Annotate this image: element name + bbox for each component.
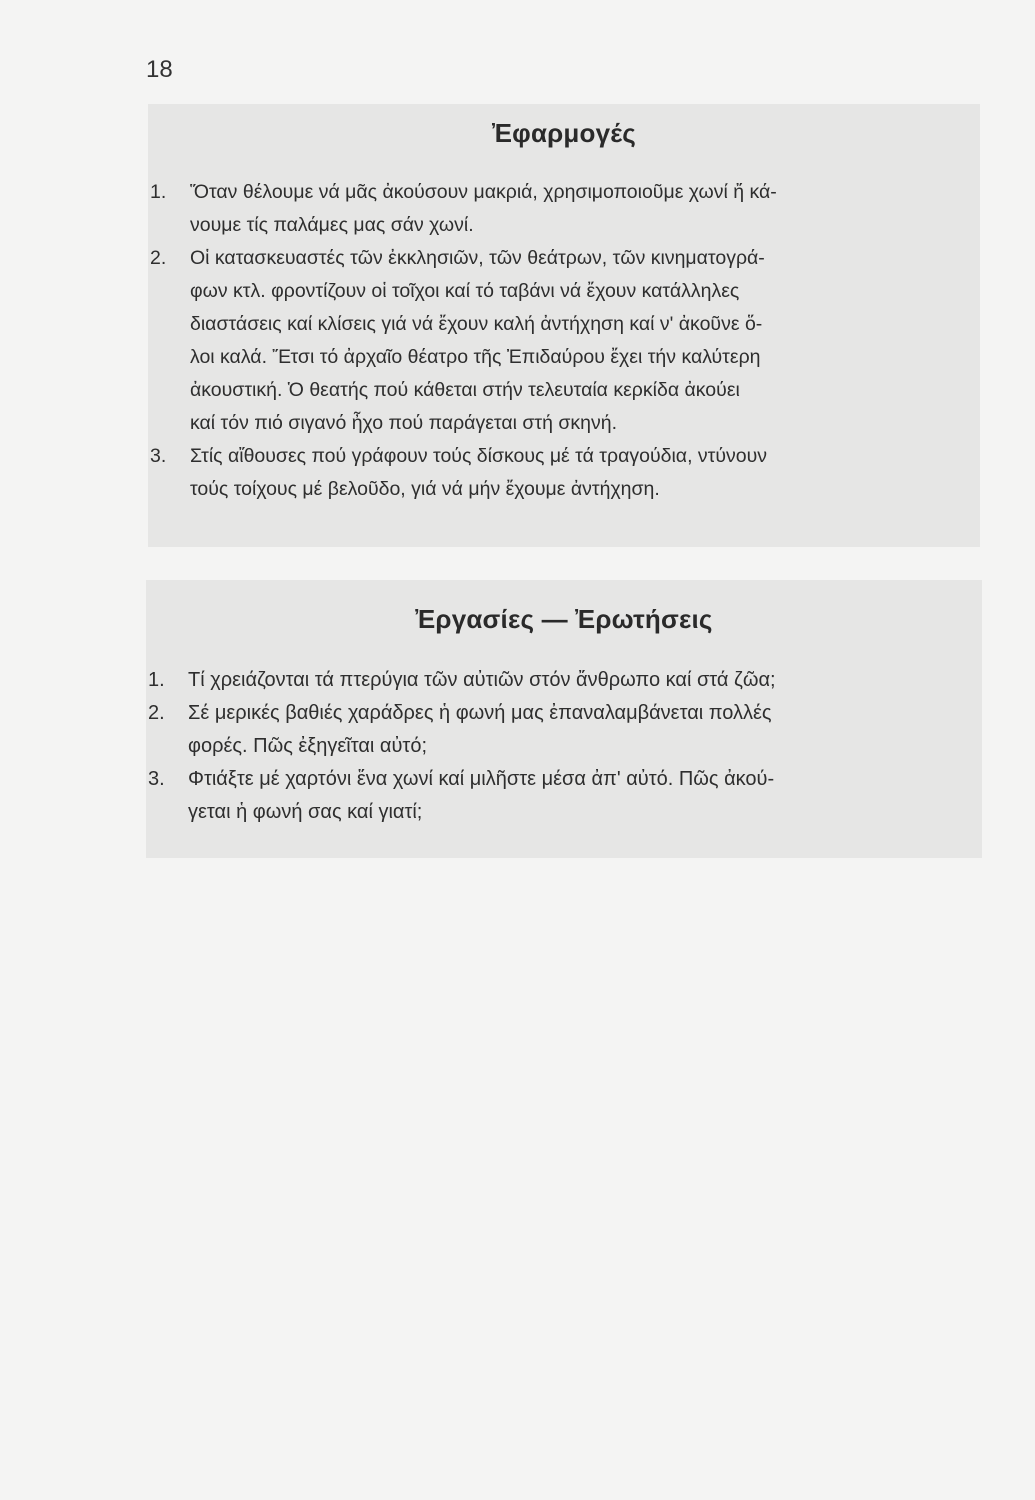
- item-number: 1.: [148, 669, 165, 691]
- item-text-line: τούς τοίχους μέ βελοῦδο, γιά νά μήν ἔχουμε ἀντήχηση.: [190, 478, 660, 500]
- list-item: [148, 440, 980, 506]
- list-item: [146, 697, 982, 763]
- item-text-line: φορές. Πῶς ἐξηγεῖται αὐτό;: [188, 735, 428, 757]
- item-number: 1.: [150, 181, 167, 203]
- exercises-list: [146, 664, 982, 829]
- applications-title: Ἐφαρμογές: [492, 118, 636, 148]
- item-text-line: Φτιάξτε μέ χαρτόνι ἕνα χωνί καί μιλῆστε μέσα ἀπ' αὐτό. Πῶς ἀκού-: [188, 768, 775, 790]
- list-item: [146, 664, 982, 697]
- item-text-line: Σέ μερικές βαθιές χαράδρες ἡ φωνή μας ἐπαναλαμβάνεται πολλές: [188, 702, 772, 724]
- applications-list: [148, 176, 980, 506]
- item-text-line: γεται ἡ φωνή σας καί γιατί;: [188, 801, 423, 823]
- item-text-line: Ὅταν θέλουμε νά μᾶς ἀκούσουν μακριά, χρησιμοποιοῦμε χωνί ἤ κά-: [190, 181, 777, 203]
- item-number: 2.: [150, 247, 167, 269]
- item-text-line: Τί χρειάζονται τά πτερύγια τῶν αὐτιῶν στόν ἄνθρωπο καί στά ζῶα;: [188, 669, 776, 691]
- item-text-line: νουμε τίς παλάμες μας σάν χωνί.: [190, 214, 474, 236]
- list-item: [148, 242, 980, 440]
- item-text-line: ἀκουστική. Ὁ θεατής πού κάθεται στήν τελευταία κερκίδα ἀκούει: [190, 379, 740, 401]
- item-text-line: φων κτλ. φροντίζουν οἱ τοῖχοι καί τό ταβάνι νά ἔχουν κατάλληλες: [190, 280, 740, 302]
- item-text-line: καί τόν πιό σιγανό ἦχο πού παράγεται στή σκηνή.: [190, 412, 617, 434]
- page-number: 18: [146, 56, 173, 83]
- list-item: [146, 763, 982, 829]
- list-item: [148, 176, 980, 242]
- item-number: 3.: [150, 445, 167, 467]
- exercises-section: [146, 580, 982, 858]
- item-number: 2.: [148, 702, 165, 724]
- item-text-line: λοι καλά. Ἔτσι τό ἀρχαῖο θέατρο τῆς Ἐπιδαύρου ἔχει τήν καλύτερη: [190, 346, 761, 368]
- item-text-line: Στίς αἴθουσες πού γράφουν τούς δίσκους μέ τά τραγούδια, ντύνουν: [190, 445, 768, 467]
- item-text-line: διαστάσεις καί κλίσεις γιά νά ἔχουν καλή ἀντήχηση καί ν' ἀκοῦνε ὅ-: [190, 313, 763, 335]
- item-text-line: Οἱ κατασκευαστές τῶν ἐκκλησιῶν, τῶν θεάτρων, τῶν κινηματογρά-: [190, 247, 765, 269]
- item-number: 3.: [148, 768, 165, 790]
- applications-section: [148, 104, 980, 547]
- exercises-title: Ἐργασίες — Ἐρωτήσεις: [415, 604, 713, 634]
